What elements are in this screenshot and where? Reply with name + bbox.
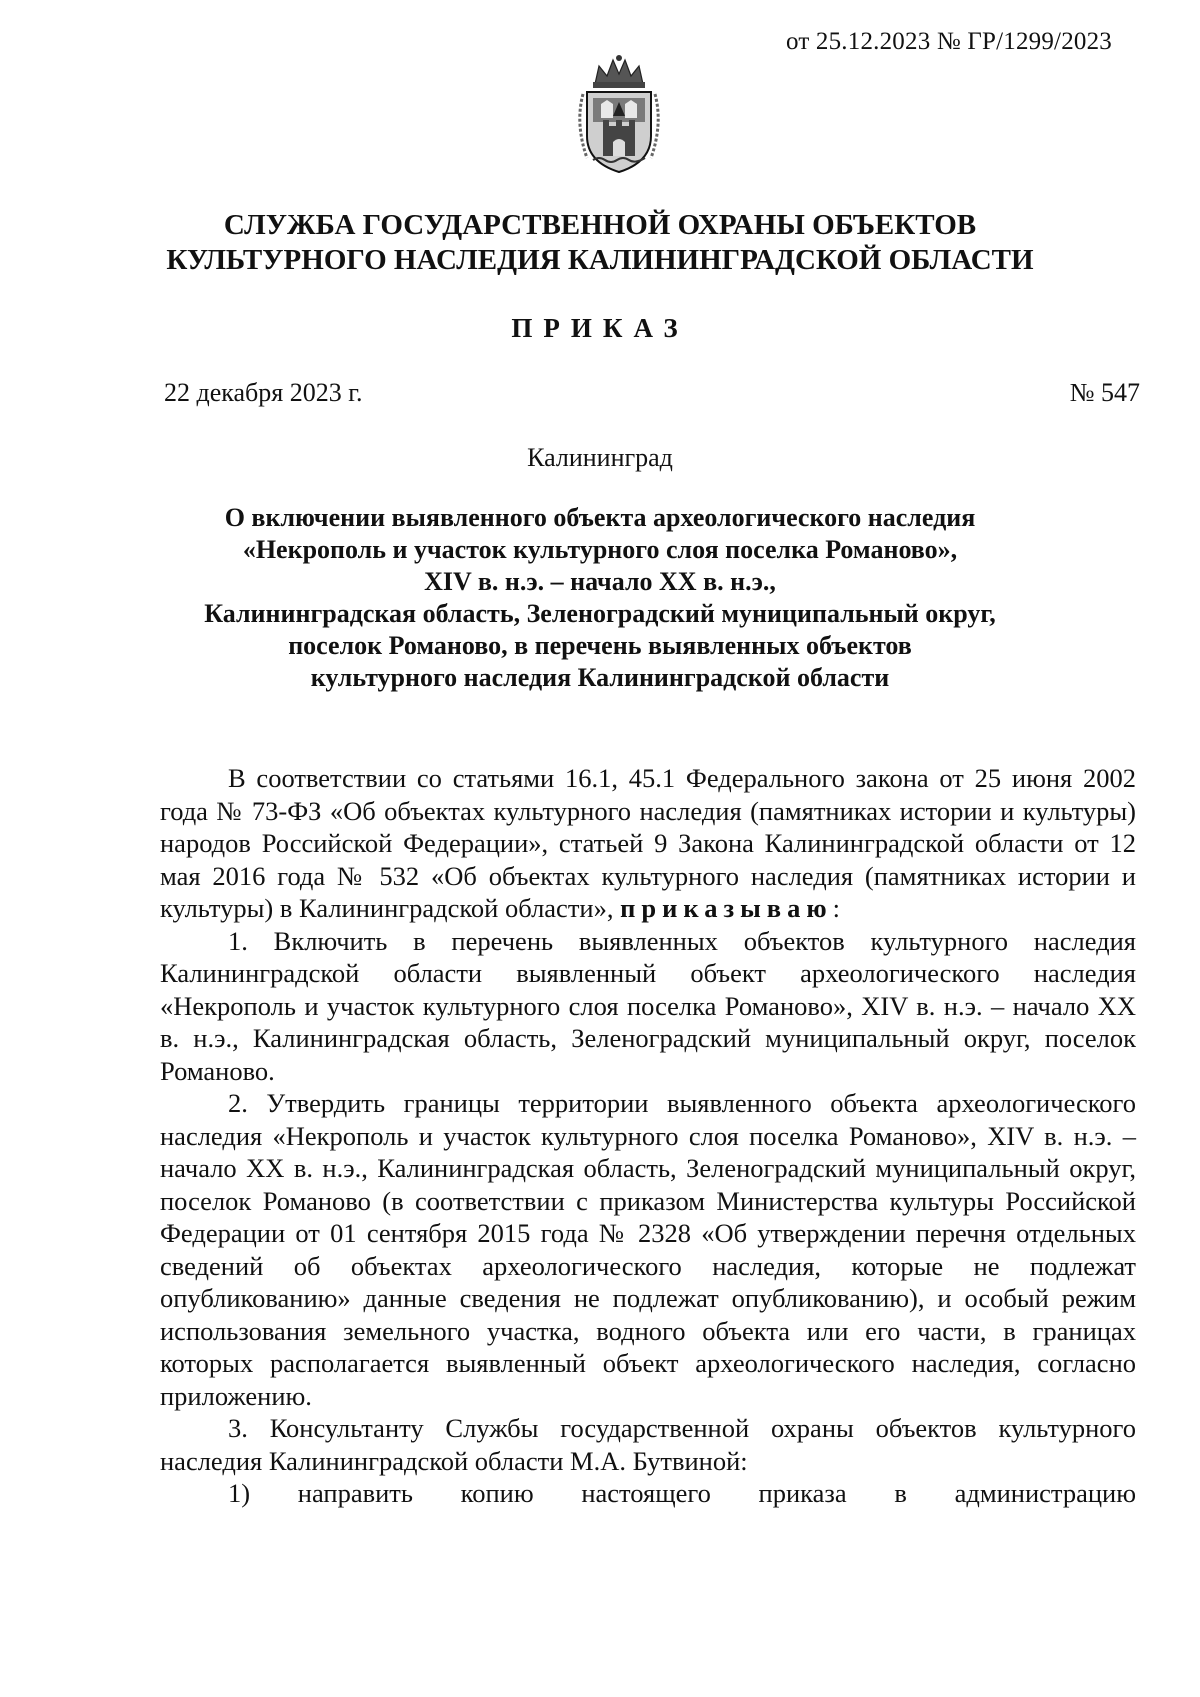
registration-number: от 25.12.2023 № ГР/1299/2023 — [785, 28, 1112, 55]
organization-title-line2: КУЛЬТУРНОГО НАСЛЕДИЯ КАЛИНИНГРАДСКОЙ ОБЛАСТИ — [166, 244, 1034, 276]
subject-line: Калининградская область, Зеленоградский муниципальный округ, — [204, 599, 996, 628]
order-subitem-1: 1) направить копию настоящего приказа в администрацию — [228, 1478, 1136, 1508]
subject-line: О включении выявленного объекта археологического наследия — [224, 503, 976, 532]
document-city: Калининград — [527, 443, 673, 472]
document-type: ПРИКАЗ — [511, 313, 689, 343]
organization-title-line1: СЛУЖБА ГОСУДАРСТВЕННОЙ ОХРАНЫ ОБЪЕКТОВ — [223, 209, 977, 241]
order-item-1: 1. Включить в перечень выявленных объектов культурного наследия Калининградской области выявленный объект археологического наследия «Некрополь и участок культурного слоя поселка Романово», XIV в. н.э. – начало XX в. н.э., Калининградская область, Зеленоградский муниципальный округ, поселок Романово. — [160, 925, 1136, 1086]
coat-of-arms-icon — [573, 54, 665, 176]
preamble-paragraph — [160, 762, 1136, 925]
order-item-3: 3. Консультанту Службы государственной охраны объектов культурного наследия Калининградской области М.А. Бутвиной: — [160, 1413, 1136, 1476]
document-body — [160, 762, 1136, 1510]
document-subject — [180, 502, 1020, 694]
subject-line: поселок Романово, в перечень выявленных объектов — [288, 631, 912, 660]
subject-line: XIV в. н.э. – начало XX в. н.э., — [424, 567, 776, 596]
preamble-text: В соответствии со статьями 16.1, 45.1 Федерального закона от 25 июня 2002 года № 73-ФЗ «Об объектах культурного наследия (памятниках истории и культуры) народов Российской Федерации», статьей 9 Закона Калининградской области от 12 мая 2016 года № 532 «Об объектах культурного наследия (памятниках истории и культуры) в Калининградской области», — [160, 763, 1136, 923]
subject-line: «Некрополь и участок культурного слоя поселка Романово», — [242, 535, 958, 564]
subject-line: культурного наследия Калининградской области — [310, 663, 890, 692]
order-item-2: 2. Утвердить границы территории выявленного объекта археологического наследия «Некрополь и участок культурного слоя поселка Романово», XIV в. н.э. – начало XX в. н.э., Калининградская область, Зеленоградский муниципальный округ, поселок Романово (в соответствии с приказом Министерства культуры Российской Федерации от 01 сентября 2015 года № 2328 «Об утверждении перечня отдельных сведений об объектах археологического наследия, которые не подлежат опубликованию» данные сведения не подлежат опубликованию), и особый режим использования земельного участка, водного объекта или его части, в границах которых располагается выявленный объект археологического наследия, согласно приложению. — [160, 1088, 1136, 1411]
document-number: № 547 — [1069, 378, 1140, 407]
document-date: 22 декабря 2023 г. — [164, 378, 363, 407]
order-colon: : — [832, 893, 840, 923]
order-word: приказываю — [620, 893, 833, 923]
organization-title — [0, 208, 1200, 278]
